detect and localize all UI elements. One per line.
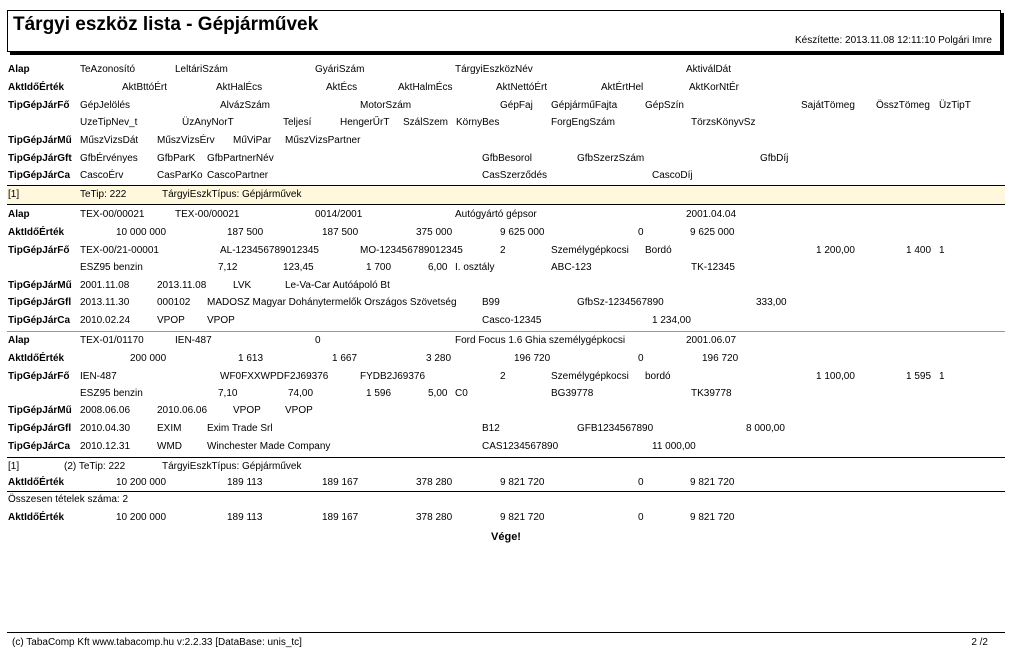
record-row-label: TipGépJárMű: [8, 280, 72, 291]
column-header-cell: GfbDíj: [760, 153, 789, 164]
column-header-cell: ÜzAnyNorT: [182, 117, 234, 128]
record-row-cell: 1: [939, 245, 945, 256]
group-total-values-cell: 378 280: [416, 477, 453, 488]
record-row-label: AktIdőÉrték: [8, 353, 65, 364]
report-author-line: Készítette: 2013.11.08 12:11:10 Polgári Imre: [795, 35, 992, 46]
record-row-cell: 2010.06.06: [157, 405, 208, 416]
record-row-cell: Autógyártó gépsor: [455, 209, 537, 220]
column-header-cell: UzeTipNev_t: [80, 117, 138, 128]
record-row-cell: 2008.06.06: [80, 405, 131, 416]
record-row-cell: 1 234,00: [652, 315, 691, 326]
record-row-cell: IEN-487: [80, 371, 117, 382]
record-row-cell: GfbSz-1234567890: [577, 297, 664, 308]
record-row-cell: 1 613: [238, 353, 264, 364]
record-row-cell: ABC-123: [551, 262, 592, 273]
record-row-cell: 000102: [157, 297, 191, 308]
record-row-cell: ESZ95 benzin: [80, 388, 143, 399]
record-row-cell: 196 720: [514, 353, 551, 364]
record-row-cell: Személygépkocsi: [551, 371, 629, 382]
column-header-cell: CasSzerződés: [482, 170, 548, 181]
group-total-values-cell: 189 113: [227, 477, 263, 488]
record-row-cell: TEX-00/00021: [175, 209, 240, 220]
report-title-box: [7, 10, 1001, 52]
record-row-cell: 123,45: [283, 262, 314, 273]
record-row-cell: ESZ95 benzin: [80, 262, 143, 273]
record-row-cell: WF0FXXWPDF2J69376: [220, 371, 329, 382]
grand-total-values-cell: 9 821 720: [500, 512, 545, 523]
footer-copyright: (c) TabaComp Kft www.tabacomp.hu v:2.2.33 [DataBase: unis_tc]: [12, 637, 302, 648]
record-row-cell: 375 000: [416, 227, 453, 238]
end-marker: Vége!: [491, 531, 521, 543]
column-header-cell: LeltáriSzám: [175, 64, 228, 75]
record-row-label: TipGépJárFő: [8, 371, 70, 382]
record-row-cell: 6,00: [428, 262, 448, 273]
record-row-cell: 2001.04.04: [686, 209, 737, 220]
column-header-cell: GépJelölés: [80, 100, 131, 111]
grand-total-values-cell: 0: [638, 512, 644, 523]
record-row-cell: 1: [939, 371, 945, 382]
record-row-cell: 200 000: [130, 353, 167, 364]
record-row-cell: EXIM: [157, 423, 182, 434]
record-row-label: Alap: [8, 209, 30, 220]
record-row-cell: 0014/2001: [315, 209, 363, 220]
record-row-cell: C0: [455, 388, 468, 399]
record-row-cell: 2: [500, 245, 506, 256]
column-header-cell: GfbÉrvényes: [80, 153, 138, 164]
record-row-cell: Casco-12345: [482, 315, 542, 326]
record-row-cell: TK39778: [691, 388, 732, 399]
column-header-label: AktIdőÉrték: [8, 82, 65, 93]
group-total-cell: [1]: [8, 461, 20, 472]
record-row-cell: 1 700: [366, 262, 392, 273]
record-row-cell: 7,10: [218, 388, 238, 399]
record-row-cell: FYDB2J69376: [360, 371, 426, 382]
record-row-cell: B99: [482, 297, 500, 308]
column-header-cell: GfbPartnerNév: [207, 153, 274, 164]
column-header-cell: AlvázSzám: [220, 100, 271, 111]
grand-total-divider: [7, 491, 1005, 492]
group-band: [7, 186, 1005, 204]
record-row-cell: 0: [638, 227, 644, 238]
group-total-cell: (2) TeTip: 222: [64, 461, 126, 472]
record-row-cell: 7,12: [218, 262, 238, 273]
column-header-cell: HengerŰrT: [340, 117, 390, 128]
column-header-cell: SzálSzem: [403, 117, 449, 128]
record-row-cell: VPOP: [157, 315, 185, 326]
record-row-label: Alap: [8, 335, 30, 346]
record-row-cell: TEX-00/00021: [80, 209, 145, 220]
record-row-cell: 333,00: [756, 297, 787, 308]
record-row-cell: 1 595: [906, 371, 932, 382]
column-header-cell: AktÉrtHel: [601, 82, 644, 93]
record-divider: [7, 331, 1005, 332]
column-header-cell: CascoÉrv: [80, 170, 124, 181]
column-header-cell: GépSzín: [645, 100, 684, 111]
record-row-cell: BG39778: [551, 388, 594, 399]
column-header-cell: KörnyBes: [456, 117, 500, 128]
column-header-cell: MűszVizsÉrv: [157, 135, 215, 146]
record-row-cell: bordó: [645, 371, 671, 382]
record-row-label: TipGépJárFő: [8, 245, 70, 256]
group-total-values-cell: 10 200 000: [116, 477, 167, 488]
group-band-divider: [7, 204, 1005, 205]
column-header-cell: ÜzTipT: [939, 100, 971, 111]
column-header-label: TipGépJárFő: [8, 100, 70, 111]
grand-total-values-cell: 189 113: [227, 512, 263, 523]
record-row-cell: 0: [638, 353, 644, 364]
group-total-values-cell: 189 167: [322, 477, 359, 488]
record-row-cell: VPOP: [233, 405, 261, 416]
column-header-cell: CasParKo: [157, 170, 203, 181]
record-row-cell: VPOP: [207, 315, 235, 326]
column-header-cell: AktHalÉcs: [216, 82, 263, 93]
record-row-cell: LVK: [233, 280, 252, 291]
record-row-cell: Személygépkocsi: [551, 245, 629, 256]
record-row-cell: CAS1234567890: [482, 441, 559, 452]
column-header-cell: GyáriSzám: [315, 64, 365, 75]
record-row-cell: 1 596: [366, 388, 392, 399]
record-row-cell: VPOP: [285, 405, 313, 416]
column-header-cell: MűViPar: [233, 135, 272, 146]
column-header-cell: GépjárműFajta: [551, 100, 618, 111]
column-header-cell: TörzsKönyvSz: [691, 117, 756, 128]
group-total-values-cell: 9 821 720: [690, 477, 735, 488]
record-row-label: TipGépJárCa: [8, 441, 71, 452]
record-row-cell: B12: [482, 423, 500, 434]
record-row-cell: AL-123456789012345: [220, 245, 319, 256]
column-header-cell: GfbParK: [157, 153, 196, 164]
column-header-label: TipGépJárCa: [8, 170, 71, 181]
record-row-cell: 11 000,00: [652, 441, 696, 452]
report-title: Tárgyi eszköz lista - Gépjárművek: [13, 14, 319, 35]
column-header-cell: TeAzonosító: [80, 64, 136, 75]
column-header-label: Alap: [8, 64, 30, 75]
column-header-cell: GfbBesorol: [482, 153, 533, 164]
record-row-cell: 2010.02.24: [80, 315, 131, 326]
record-row-cell: 187 500: [227, 227, 264, 238]
record-row-cell: Bordó: [645, 245, 672, 256]
record-row-cell: 2013.11.08: [157, 280, 207, 291]
group-total-cell: TárgyiEszkTípus: Gépjárművek: [162, 461, 302, 472]
column-header-cell: ForgEngSzám: [551, 117, 615, 128]
record-row-cell: 1 100,00: [816, 371, 855, 382]
column-header-cell: MűszVizsDát: [80, 135, 139, 146]
column-header-cell: AktKorNtÉr: [689, 82, 740, 93]
record-row-cell: Le-Va-Car Autóápoló Bt: [285, 280, 390, 291]
column-header-cell: CascoDíj: [652, 170, 693, 181]
footer-divider: [7, 632, 1005, 633]
record-row-cell: I. osztály: [455, 262, 495, 273]
group-band-cell: [1]: [8, 189, 20, 200]
record-row-cell: 2010.04.30: [80, 423, 131, 434]
record-row-cell: TEX-00/21-00001: [80, 245, 159, 256]
column-header-cell: Teljesí: [283, 117, 312, 128]
grand-total-values-label: AktIdőÉrték: [8, 512, 65, 523]
record-row-cell: MO-123456789012345: [360, 245, 463, 256]
column-header-cell: AktiválDát: [686, 64, 732, 75]
grand-total-values-cell: 9 821 720: [690, 512, 735, 523]
header-divider: [7, 185, 1005, 186]
column-header-label: TipGépJárMű: [8, 135, 72, 146]
record-row-cell: 3 280: [426, 353, 452, 364]
group-total-divider: [7, 457, 1005, 458]
record-row-cell: TEX-01/01170: [80, 335, 144, 346]
record-row-cell: 8 000,00: [746, 423, 785, 434]
record-row-cell: 10 000 000: [116, 227, 167, 238]
record-row-cell: TK-12345: [691, 262, 735, 273]
record-row-cell: IEN-487: [175, 335, 212, 346]
column-header-cell: GfbSzerzSzám: [577, 153, 645, 164]
column-header-cell: GépFaj: [500, 100, 533, 111]
record-row-cell: Ford Focus 1.6 Ghia személygépkocsi: [455, 335, 626, 346]
record-row-cell: 1 400: [906, 245, 932, 256]
record-row-cell: 0: [315, 335, 321, 346]
grand-total-count-cell: Összesen tételek száma: 2: [8, 494, 129, 505]
record-row-cell: 2013.11.30: [80, 297, 130, 308]
column-header-cell: CascoPartner: [207, 170, 269, 181]
column-header-cell: AktBttóÉrt: [122, 82, 168, 93]
record-row-cell: WMD: [157, 441, 182, 452]
record-row-cell: 9 625 000: [690, 227, 735, 238]
group-band-cell: TeTip: 222: [80, 189, 127, 200]
column-header-cell: ÖsszTömeg: [876, 100, 930, 111]
footer-page-number: 2 /2: [971, 637, 988, 648]
grand-total-values-cell: 10 200 000: [116, 512, 167, 523]
record-row-cell: GFB1234567890: [577, 423, 654, 434]
column-header-cell: TárgyiEszközNév: [455, 64, 533, 75]
record-row-cell: 74,00: [288, 388, 314, 399]
record-row-cell: 2001.06.07: [686, 335, 737, 346]
group-band-cell: TárgyiEszkTípus: Gépjárművek: [162, 189, 302, 200]
group-total-values-cell: 0: [638, 477, 644, 488]
record-row-cell: 187 500: [322, 227, 359, 238]
record-row-cell: 1 667: [332, 353, 358, 364]
record-row-cell: MADOSZ Magyar Dohánytermelők Országos Szövetség: [207, 297, 457, 308]
column-header-cell: AktNettóÉrt: [496, 82, 548, 93]
record-row-cell: 5,00: [428, 388, 448, 399]
column-header-cell: AktHalmÉcs: [398, 82, 453, 93]
grand-total-values-cell: 378 280: [416, 512, 453, 523]
record-row-label: TipGépJárCa: [8, 315, 71, 326]
record-row-cell: 1 200,00: [816, 245, 855, 256]
record-row-cell: 9 625 000: [500, 227, 545, 238]
column-header-cell: MűszVizsPartner: [285, 135, 361, 146]
record-row-cell: Exim Trade Srl: [207, 423, 273, 434]
record-row-label: TipGépJárGfl: [8, 297, 72, 308]
group-total-values-label: AktIdőÉrték: [8, 477, 65, 488]
column-header-cell: SajátTömeg: [801, 100, 855, 111]
record-row-label: TipGépJárGfl: [8, 423, 72, 434]
record-row-label: AktIdőÉrték: [8, 227, 65, 238]
record-row-label: TipGépJárMű: [8, 405, 72, 416]
record-row-cell: 2: [500, 371, 506, 382]
group-total-values-cell: 9 821 720: [500, 477, 545, 488]
record-row-cell: Winchester Made Company: [207, 441, 331, 452]
record-row-cell: 2010.12.31: [80, 441, 131, 452]
grand-total-values-cell: 189 167: [322, 512, 359, 523]
column-header-cell: MotorSzám: [360, 100, 412, 111]
record-row-cell: 196 720: [702, 353, 739, 364]
record-row-cell: 2001.11.08: [80, 280, 130, 291]
column-header-label: TipGépJárGft: [8, 153, 72, 164]
column-header-cell: AktÉcs: [326, 82, 358, 93]
